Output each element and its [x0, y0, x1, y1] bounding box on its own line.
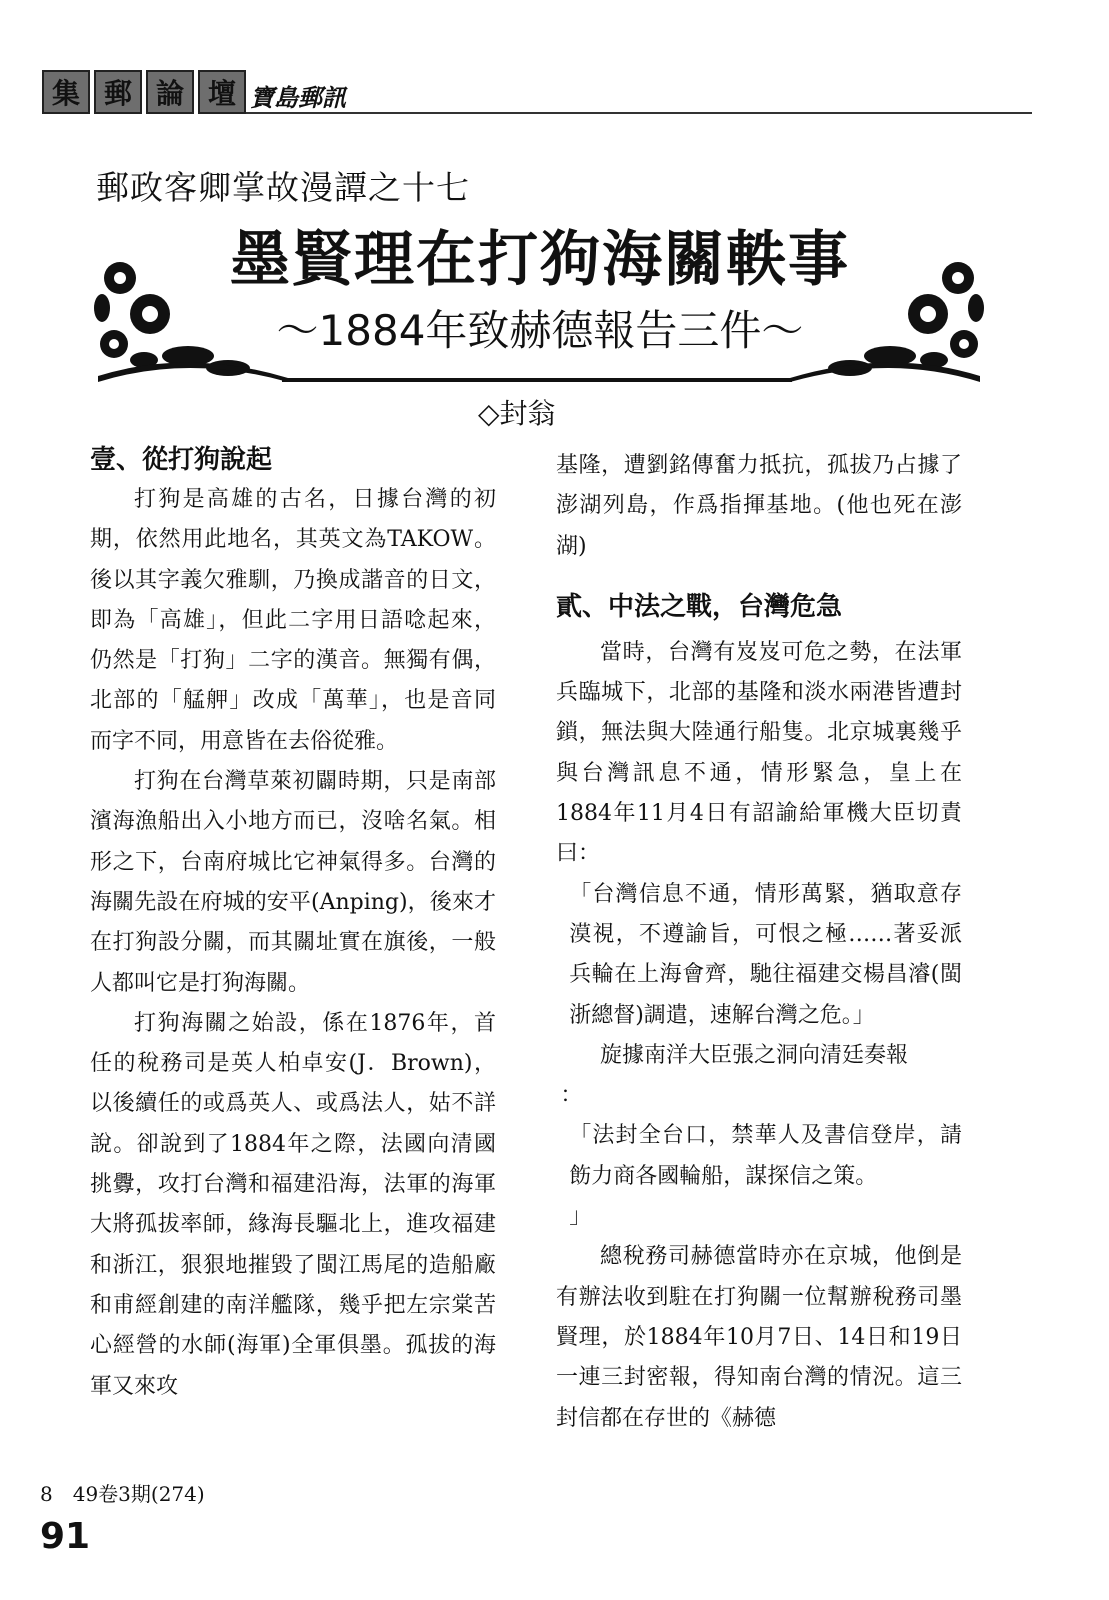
section-header [42, 70, 1032, 116]
paragraph: 打狗是高雄的古名，日據台灣的初期，依然用此地名，其英文為TAKOW。後以其字義欠雅馴，乃換成諧音的日文，即為「高雄」，但此二字用日語唸起來，仍然是「打狗」二字的漢音。無獨有偶，北部的「艋舺」改成「萬華」，也是音同而字不同，用意皆在去俗從雅。 [90, 487, 496, 754]
paragraph: 打狗海關之始設，係在1876年，首任的稅務司是英人柏卓安(J．Brown)，以後續任的或爲英人、或爲法人，姑不詳說。卻說到了1884年之際，法國向清國挑釁，攻打台灣和福建沿海，法軍的海軍大將孤拔率師，緣海長驅北上，進攻福建和浙江，狠狠地摧毀了閩江馬尾的造船廠和甫經創建的南洋艦隊，幾乎把左宗棠苦心經營的水師(海軍)全軍俱墨。孤拔的海軍又來攻 [90, 1010, 496, 1399]
paragraph: 打狗在台灣草萊初闢時期，只是南部濱海漁船出入小地方而已，沒啥名氣。相形之下，台南府城比它神氣得多。台灣的海關先設在府城的安平(Anping)，後來才在打狗設分關，而其關址實在旗後，一般人都叫它是打狗海關。 [90, 769, 496, 996]
header-char-box: 郵 [94, 70, 142, 114]
paragraph-continuation: 基隆，遭劉銘傳奮力抵抗，孤拔乃占據了澎湖列島，作爲指揮基地。(他也死在澎湖) [556, 453, 962, 559]
block-quote-tail: 」 [569, 1204, 592, 1230]
block-quote: 「台灣信息不通，情形萬緊，猶取意存漠視，不遵諭旨，可恨之極……著妥派兵輪在上海會齊，馳往福建交楊昌濬(閩浙總督)調遣，速解台灣之危。」 [569, 881, 962, 1028]
paragraph: 旋據南洋大臣張之洞向清廷奏報 [600, 1042, 909, 1068]
paragraph: 當時，台灣有岌岌可危之勢，在法軍兵臨城下，北部的基隆和淡水兩港皆遭封鎖，無法與大陸通行船隻。北京城裏幾乎與台灣訊息不通，情形緊急，皇上在1884年11月4日有詔諭給軍機大臣切責曰： [556, 639, 962, 867]
article-subtitle: ～1884年致赫德報告三件～ [276, 306, 804, 355]
left-column [90, 440, 496, 1407]
paragraph-tail: ： [560, 1083, 583, 1109]
title-rule [282, 378, 792, 382]
author-byline: ◇封翁 [478, 397, 556, 430]
series-title: 郵政客卿掌故漫譚之十七 [96, 168, 470, 207]
paragraph: 總稅務司赫德當時亦在京城，他倒是有辦法收到駐在打狗關一位幫辦稅務司墨賢理，於1884年10月7日、14日和19日一連三封密報，得知南台灣的情況。這三封信都在存世的《赫德 [556, 1244, 962, 1431]
issue-info: 8 49卷3期(274) [40, 1482, 205, 1506]
section-heading: 貳、中法之戰，台灣危急 [556, 591, 843, 622]
section-heading: 壹、從打狗說起 [90, 445, 273, 475]
page-number: 91 [40, 1516, 91, 1557]
header-char-box: 壇 [198, 70, 246, 114]
header-rule [246, 112, 1032, 114]
header-char-box: 集 [42, 70, 90, 114]
block-quote: 「法封全台口，禁華人及書信登岸，請飭力商各國輪船，謀探信之策。 [569, 1123, 962, 1189]
header-char-box: 論 [146, 70, 194, 114]
article-title: 墨賢理在打狗海關軼事 [230, 225, 850, 295]
right-column [556, 446, 962, 1439]
publication-name: 寶島郵訊 [250, 84, 346, 112]
